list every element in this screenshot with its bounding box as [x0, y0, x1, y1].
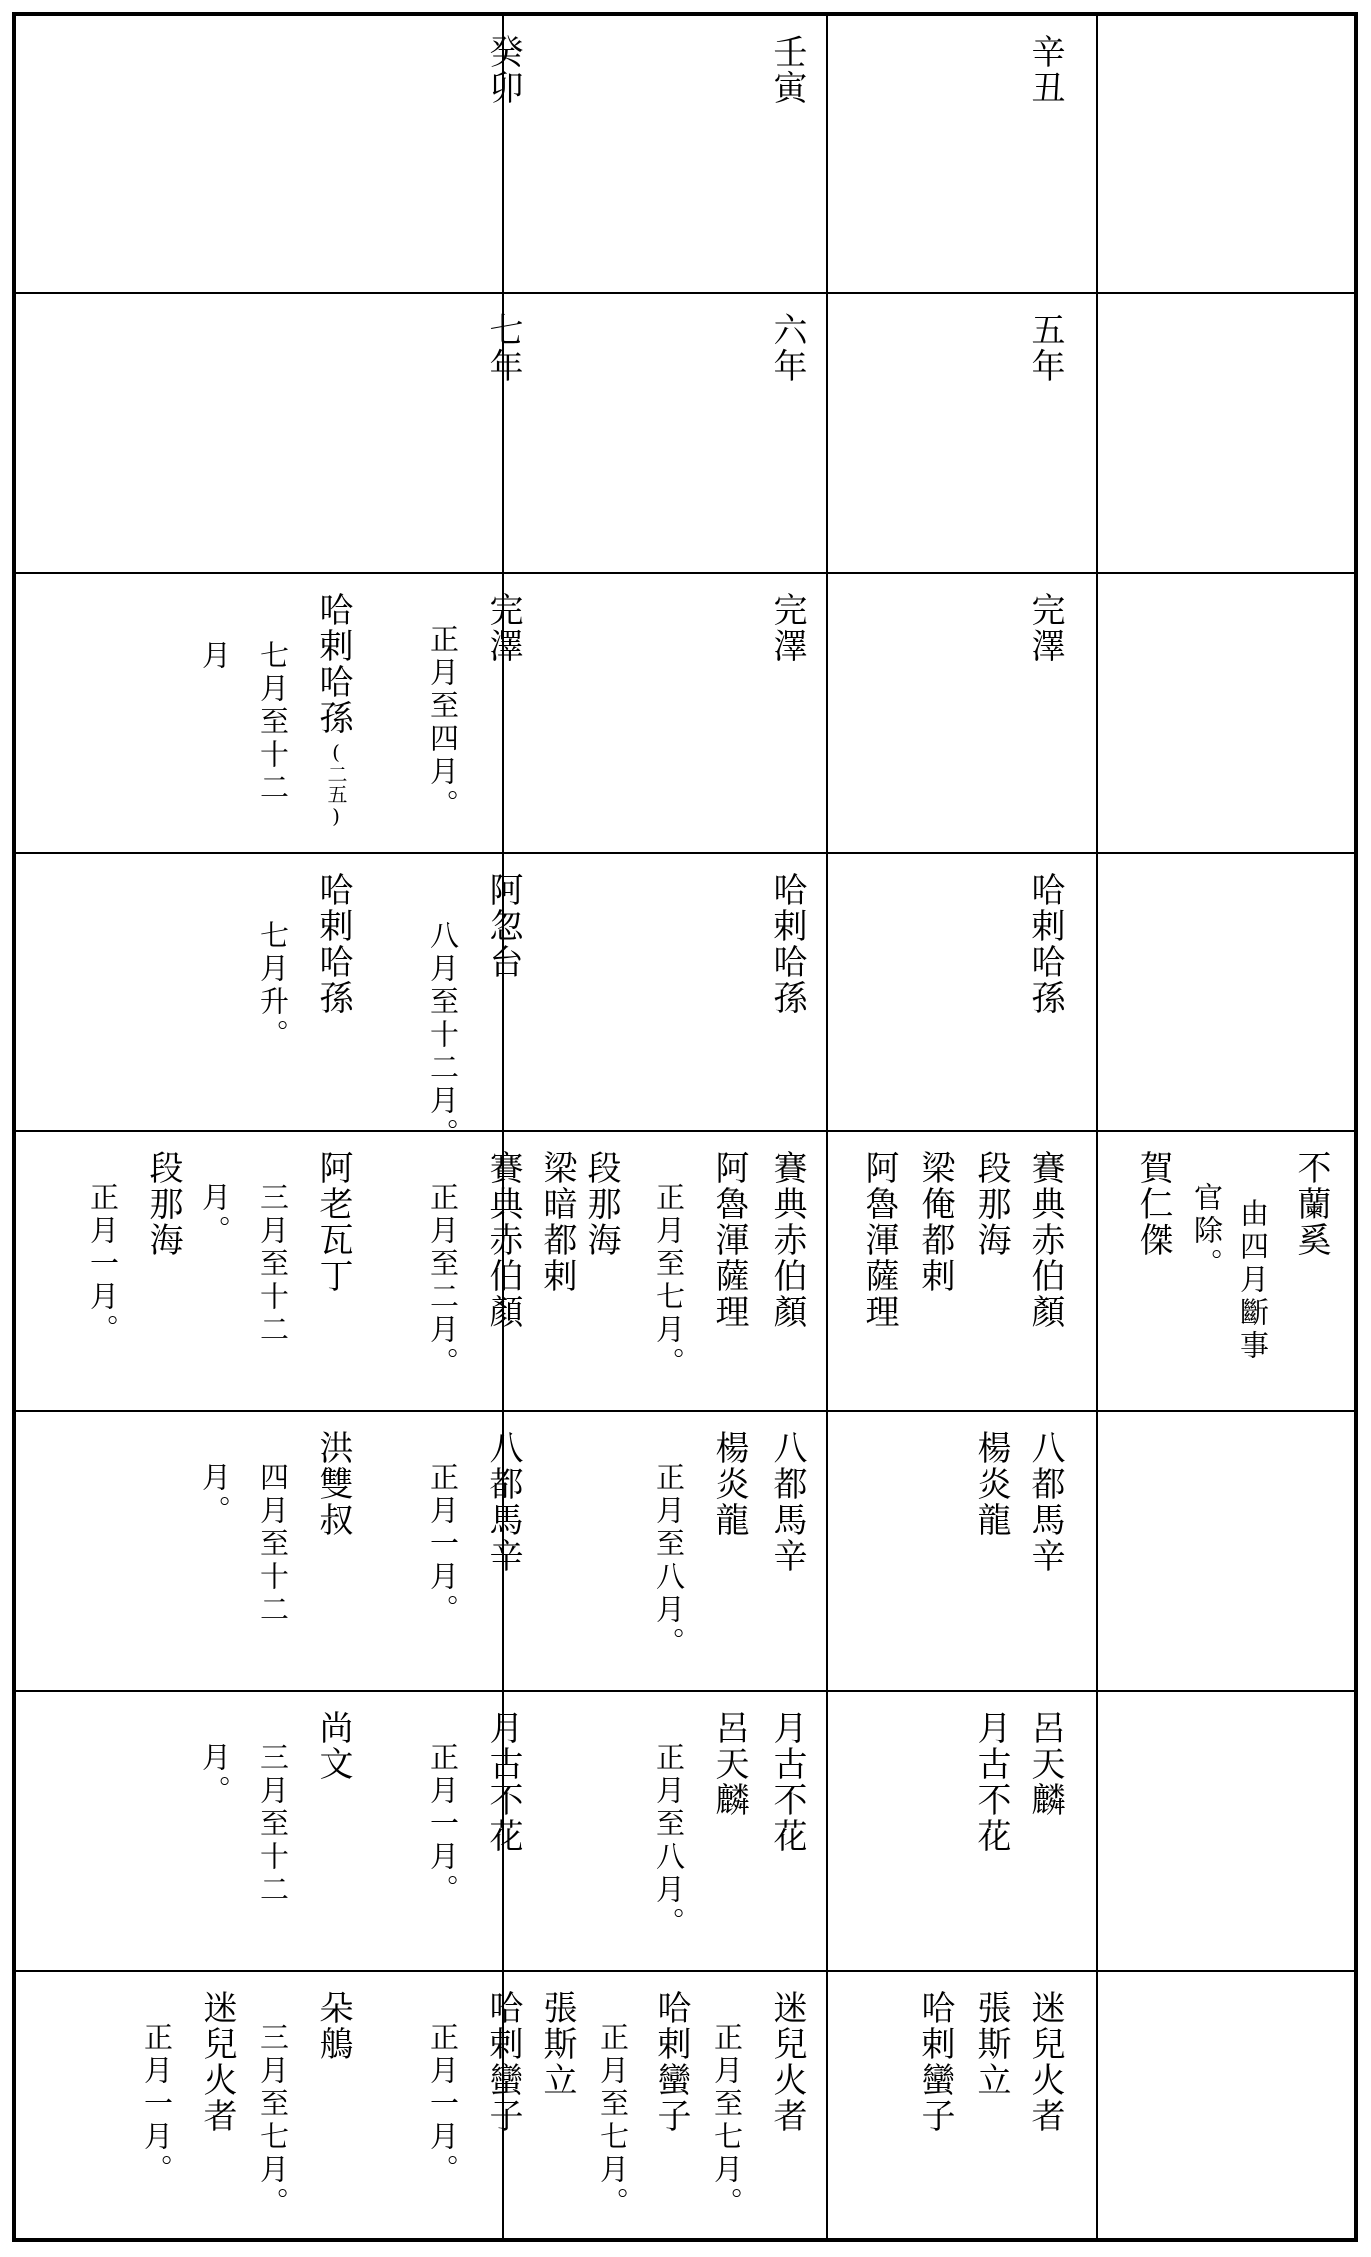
cell-note: 官除。	[1190, 1182, 1224, 1281]
cell-entry: 阿忽台	[483, 872, 523, 980]
cell-entry: 尚文	[313, 1710, 353, 1782]
cell-entry: 段那海	[143, 1150, 183, 1258]
table-cell	[828, 854, 1096, 1130]
table-cell	[16, 574, 523, 852]
cell-note: 四月至十二	[256, 1462, 290, 1627]
cell-entry: 張斯立	[537, 1990, 577, 2098]
cell-note: 正月至七月。	[596, 2022, 630, 2220]
table-cell	[828, 16, 1096, 292]
cell-entry: 賽典赤伯顏	[1025, 1150, 1065, 1330]
cell-entry: 張斯立	[971, 1990, 1011, 2098]
cell-entry: 洪雙叔	[313, 1430, 353, 1538]
table-cell	[1098, 1692, 1358, 1970]
cell-entry: 月古不花	[767, 1710, 807, 1854]
cell-entry: 楊炎龍	[709, 1430, 749, 1538]
table-cell	[828, 1972, 1096, 2242]
cell-note: 七月升。	[256, 920, 290, 1052]
table-cell	[16, 1972, 523, 2242]
cell-entry: 呂天麟	[709, 1710, 749, 1818]
table-cell	[1098, 294, 1358, 572]
cell-entry: 梁暗都剌	[537, 1150, 577, 1294]
cell-entry: 哈剌蠻子	[483, 1990, 523, 2134]
cell-note: 月。	[198, 1742, 232, 1808]
cell-note: 三月至十二	[256, 1742, 290, 1907]
cell-note: 七月至十二	[256, 640, 290, 805]
cell-note: 正月至二月。	[426, 1182, 460, 1380]
table-cell	[504, 294, 826, 572]
cell-entry: 朵鵃	[313, 1990, 353, 2062]
table-cell	[504, 574, 826, 852]
table-cell	[504, 1412, 826, 1690]
table-cell	[16, 1132, 523, 1410]
cell-entry: 賀仁傑	[1133, 1150, 1173, 1258]
cell-entry: 賽典赤伯顏	[483, 1150, 523, 1330]
cell-note: 正月至八月。	[652, 1742, 686, 1940]
table-cell	[828, 1692, 1096, 1970]
cell-entry: 六年	[767, 312, 807, 384]
cell-entry: 楊炎龍	[971, 1430, 1011, 1538]
cell-entry: 哈剌哈孫	[313, 872, 353, 1016]
table-cell	[1098, 854, 1358, 1130]
cell-entry: 八都馬辛	[1025, 1430, 1065, 1574]
cell-note: 正月一月。	[426, 1742, 460, 1907]
cell-note: 正月一月。	[426, 2022, 460, 2187]
table-cell	[1098, 574, 1358, 852]
cell-entry: 阿魯渾薩理	[859, 1150, 899, 1330]
chronological-table	[12, 12, 1358, 2242]
cell-entry: 阿魯渾薩理	[709, 1150, 749, 1330]
table-cell	[16, 16, 523, 292]
cell-entry: 八都馬辛	[767, 1430, 807, 1574]
cell-entry: 迷兒火者	[1025, 1990, 1065, 2134]
cell-entry: 哈剌蠻子	[915, 1990, 955, 2134]
table-cell	[16, 1692, 523, 1970]
cell-entry: 完澤	[483, 592, 523, 664]
table-cell	[16, 294, 523, 572]
cell-note: 正月一月。	[86, 1182, 120, 1347]
table-cell	[828, 574, 1096, 852]
cell-entry: 完澤	[767, 592, 807, 664]
cell-note: 八月至十二月。	[426, 920, 460, 1151]
cell-entry: 哈剌哈孫	[313, 592, 353, 736]
cell-note: 正月至七月。	[710, 2022, 744, 2220]
cell-note: 月。	[198, 1182, 232, 1248]
table-cell	[504, 1972, 826, 2242]
cell-note: (二五)	[324, 740, 348, 828]
cell-entry: 癸卯	[483, 34, 523, 106]
table-cell	[504, 1132, 826, 1410]
cell-entry: 月古不花	[483, 1710, 523, 1854]
cell-entry: 哈剌哈孫	[767, 872, 807, 1016]
cell-note: 三月至七月。	[256, 2022, 290, 2220]
cell-note: 正月至七月。	[652, 1182, 686, 1380]
table-cell	[828, 1132, 1096, 1410]
cell-note: 正月一月。	[140, 2022, 174, 2187]
cell-entry: 段那海	[581, 1150, 621, 1258]
cell-entry: 迷兒火者	[197, 1990, 237, 2134]
cell-entry: 賽典赤伯顏	[767, 1150, 807, 1330]
table-cell	[504, 854, 826, 1130]
table-cell	[828, 1412, 1096, 1690]
table-cell	[1098, 16, 1358, 292]
table-cell	[504, 1692, 826, 1970]
cell-note: 正月一月。	[426, 1462, 460, 1627]
table-cell	[828, 294, 1096, 572]
table-cell	[1098, 1132, 1358, 1410]
table-cell	[1098, 1972, 1358, 2242]
cell-note: 三月至十二	[256, 1182, 290, 1347]
table-cell	[504, 16, 826, 292]
cell-entry: 哈剌哈孫	[1025, 872, 1065, 1016]
cell-note: 正月至八月。	[652, 1462, 686, 1660]
cell-entry: 五年	[1025, 312, 1065, 384]
cell-entry: 段那海	[971, 1150, 1011, 1258]
cell-entry: 迷兒火者	[767, 1990, 807, 2134]
cell-entry: 梁俺都剌	[915, 1150, 955, 1294]
cell-entry: 哈剌蠻子	[651, 1990, 691, 2134]
cell-note: 月。	[198, 1462, 232, 1528]
table-cell	[16, 1412, 523, 1690]
cell-note: 月	[198, 640, 232, 673]
cell-note: 由四月斷事	[1236, 1198, 1270, 1363]
cell-entry: 月古不花	[971, 1710, 1011, 1854]
cell-entry: 七年	[483, 312, 523, 384]
table-cell	[1098, 1412, 1358, 1690]
cell-note: 正月至四月。	[426, 624, 460, 822]
cell-entry: 呂天麟	[1025, 1710, 1065, 1818]
cell-entry: 不蘭奚	[1291, 1150, 1331, 1258]
table-cell	[16, 854, 523, 1151]
cell-entry: 阿老瓦丁	[313, 1150, 353, 1294]
cell-entry: 完澤	[1025, 592, 1065, 664]
cell-entry: 辛丑	[1025, 34, 1065, 106]
cell-entry: 八都馬辛	[483, 1430, 523, 1574]
cell-entry: 壬寅	[767, 34, 807, 106]
